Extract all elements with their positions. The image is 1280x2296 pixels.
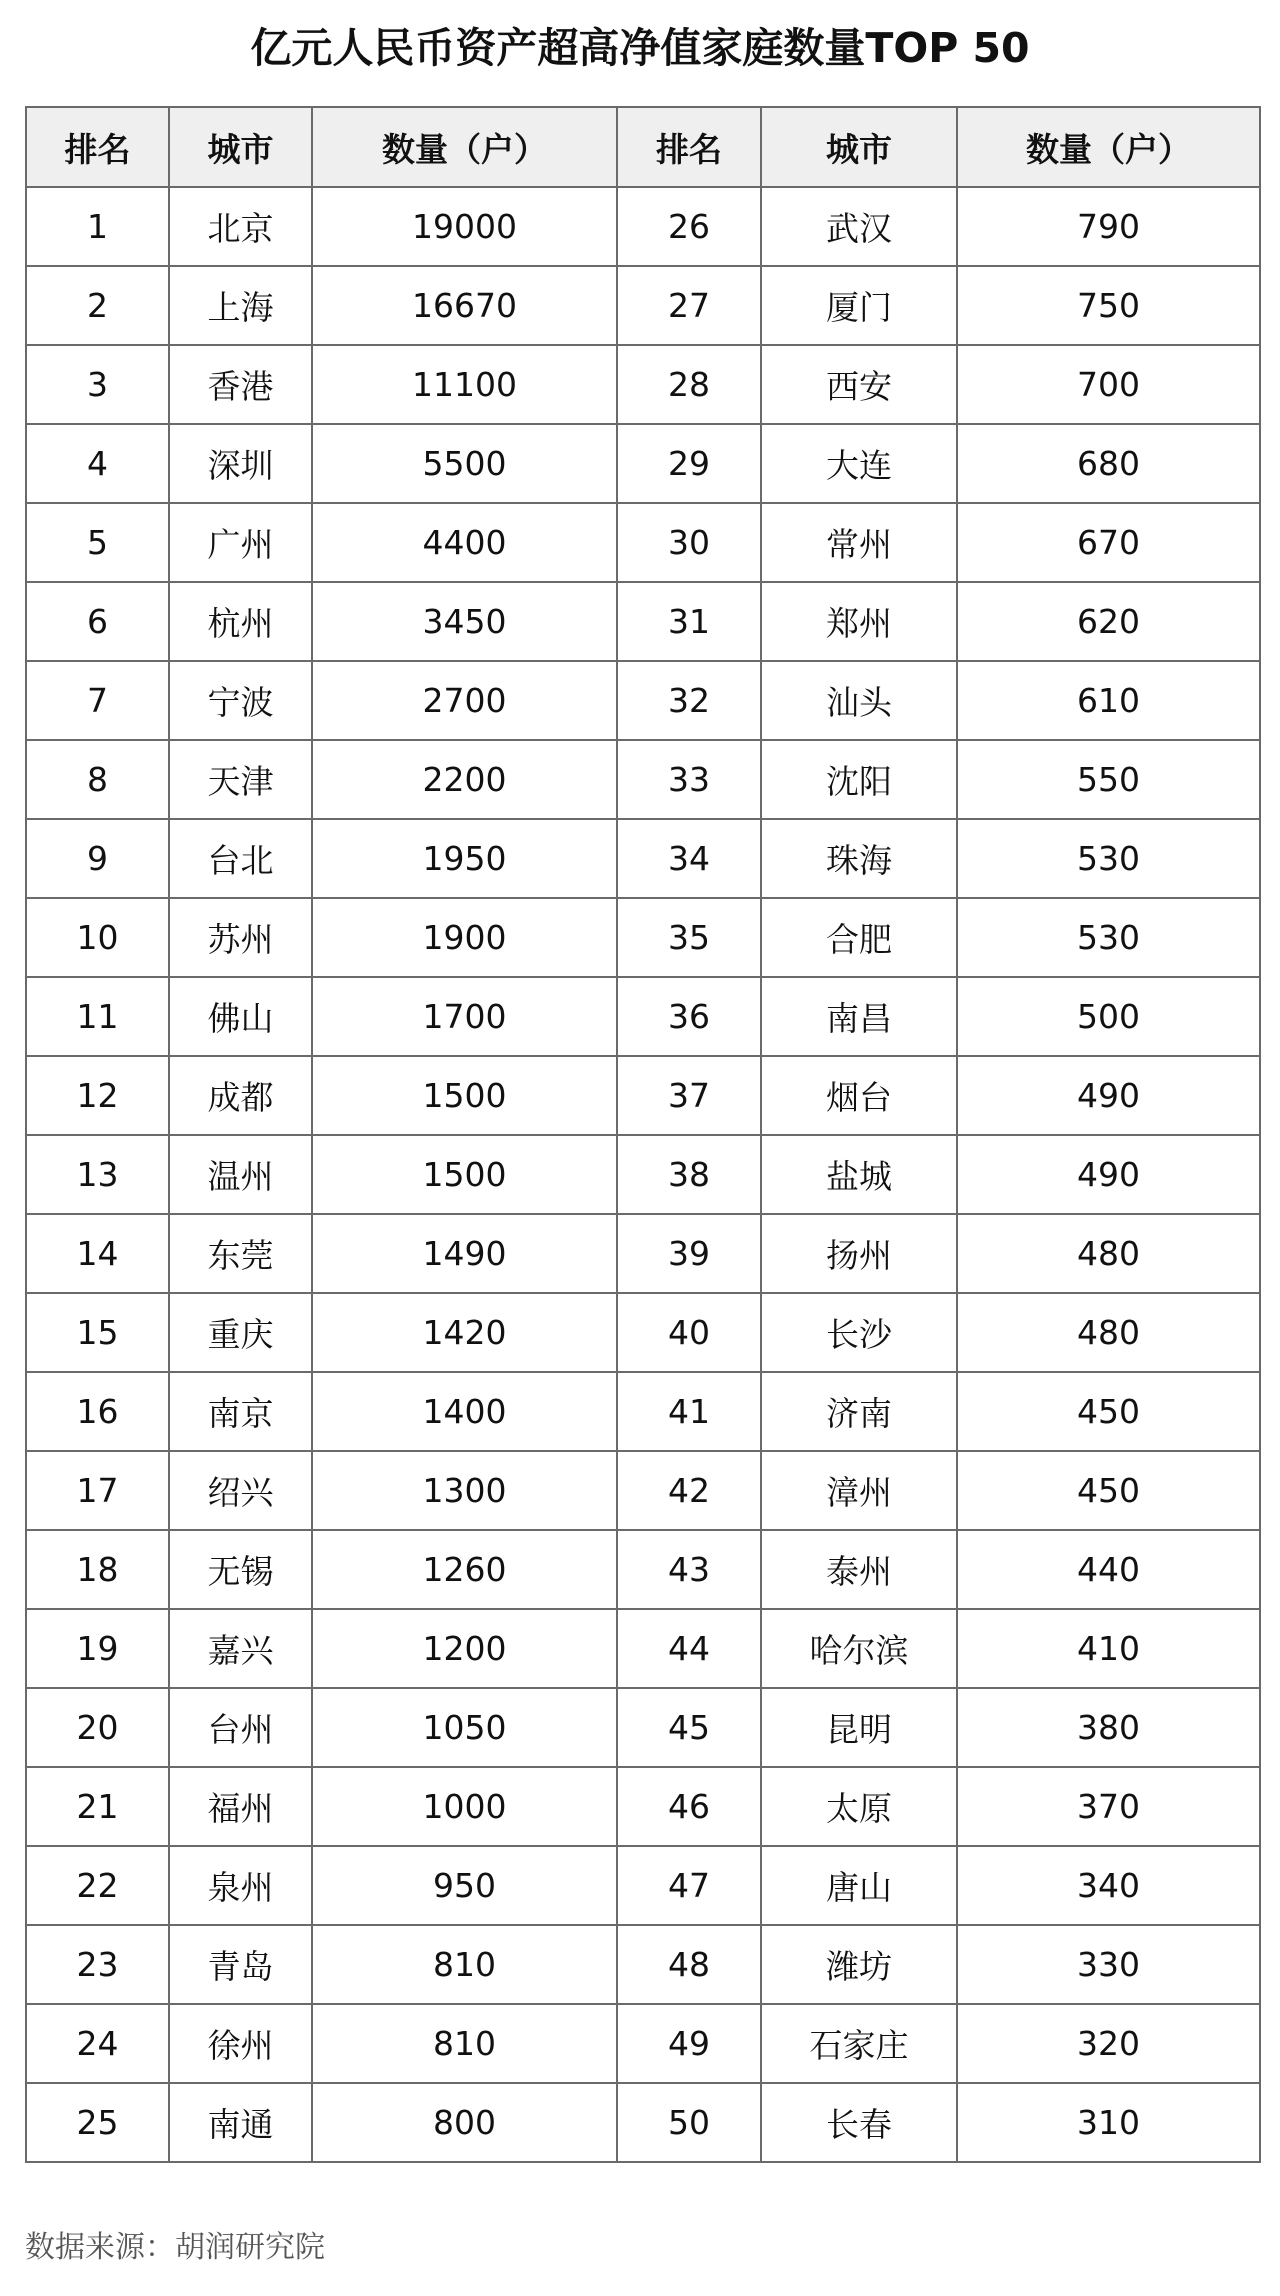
city-cell: 温州 (169, 1135, 312, 1214)
table-row (26, 2004, 1260, 2083)
rank-cell: 44 (617, 1609, 761, 1688)
count-cell: 1000 (312, 1767, 617, 1846)
rank-cell: 10 (26, 898, 169, 977)
rank-cell: 21 (26, 1767, 169, 1846)
city-cell: 成都 (169, 1056, 312, 1135)
header-rank: 排名 (26, 107, 169, 187)
city-cell: 哈尔滨 (761, 1609, 957, 1688)
table-row (26, 187, 1260, 266)
count-cell: 2200 (312, 740, 617, 819)
city-cell: 太原 (761, 1767, 957, 1846)
rank-cell: 3 (26, 345, 169, 424)
city-cell: 烟台 (761, 1056, 957, 1135)
source-note: 数据来源：胡润研究院 (25, 2230, 325, 2265)
city-cell: 盐城 (761, 1135, 957, 1214)
city-cell: 沈阳 (761, 740, 957, 819)
city-cell: 嘉兴 (169, 1609, 312, 1688)
rank-cell: 6 (26, 582, 169, 661)
rank-cell: 49 (617, 2004, 761, 2083)
count-cell: 3450 (312, 582, 617, 661)
city-cell: 杭州 (169, 582, 312, 661)
count-cell: 380 (957, 1688, 1260, 1767)
page-title: 亿元人民币资产超高净值家庭数量TOP 50 (250, 24, 1030, 72)
table-row (26, 1609, 1260, 1688)
count-cell: 950 (312, 1846, 617, 1925)
city-cell: 天津 (169, 740, 312, 819)
rank-cell: 38 (617, 1135, 761, 1214)
rank-cell: 16 (26, 1372, 169, 1451)
table-row (26, 1056, 1260, 1135)
count-cell: 1200 (312, 1609, 617, 1688)
table-body (26, 187, 1260, 2162)
header-row (26, 107, 1260, 187)
count-cell: 340 (957, 1846, 1260, 1925)
table-row (26, 1530, 1260, 1609)
count-cell: 19000 (312, 187, 617, 266)
table-row (26, 266, 1260, 345)
rank-cell: 48 (617, 1925, 761, 2004)
rank-cell: 11 (26, 977, 169, 1056)
city-cell: 重庆 (169, 1293, 312, 1372)
city-cell: 漳州 (761, 1451, 957, 1530)
table-row (26, 1688, 1260, 1767)
count-cell: 530 (957, 819, 1260, 898)
count-cell: 1260 (312, 1530, 617, 1609)
count-cell: 1950 (312, 819, 617, 898)
count-cell: 490 (957, 1056, 1260, 1135)
rank-cell: 19 (26, 1609, 169, 1688)
count-cell: 1900 (312, 898, 617, 977)
header-rank: 排名 (617, 107, 761, 187)
table-row (26, 582, 1260, 661)
rank-cell: 18 (26, 1530, 169, 1609)
city-cell: 无锡 (169, 1530, 312, 1609)
count-cell: 11100 (312, 345, 617, 424)
count-cell: 620 (957, 582, 1260, 661)
city-cell: 南京 (169, 1372, 312, 1451)
city-cell: 石家庄 (761, 2004, 957, 2083)
table-row (26, 1767, 1260, 1846)
header-city: 城市 (761, 107, 957, 187)
table-row (26, 740, 1260, 819)
table-row (26, 819, 1260, 898)
rank-cell: 15 (26, 1293, 169, 1372)
rank-cell: 24 (26, 2004, 169, 2083)
city-cell: 泉州 (169, 1846, 312, 1925)
city-cell: 唐山 (761, 1846, 957, 1925)
rank-cell: 29 (617, 424, 761, 503)
rank-cell: 30 (617, 503, 761, 582)
count-cell: 1500 (312, 1135, 617, 1214)
table-row (26, 1925, 1260, 2004)
count-cell: 530 (957, 898, 1260, 977)
count-cell: 610 (957, 661, 1260, 740)
city-cell: 武汉 (761, 187, 957, 266)
count-cell: 440 (957, 1530, 1260, 1609)
rank-cell: 40 (617, 1293, 761, 1372)
table-row (26, 977, 1260, 1056)
count-cell: 320 (957, 2004, 1260, 2083)
count-cell: 490 (957, 1135, 1260, 1214)
rank-cell: 37 (617, 1056, 761, 1135)
rank-cell: 32 (617, 661, 761, 740)
rank-cell: 50 (617, 2083, 761, 2162)
count-cell: 670 (957, 503, 1260, 582)
table-row (26, 2083, 1260, 2162)
rank-cell: 1 (26, 187, 169, 266)
count-cell: 1050 (312, 1688, 617, 1767)
city-cell: 大连 (761, 424, 957, 503)
city-cell: 苏州 (169, 898, 312, 977)
header-count: 数量（户） (957, 107, 1260, 187)
rank-cell: 27 (617, 266, 761, 345)
count-cell: 480 (957, 1214, 1260, 1293)
table-row (26, 503, 1260, 582)
rank-cell: 34 (617, 819, 761, 898)
table-row (26, 1372, 1260, 1451)
city-cell: 绍兴 (169, 1451, 312, 1530)
table-row (26, 898, 1260, 977)
city-cell: 广州 (169, 503, 312, 582)
count-cell: 810 (312, 2004, 617, 2083)
rank-cell: 35 (617, 898, 761, 977)
city-cell: 佛山 (169, 977, 312, 1056)
rank-cell: 4 (26, 424, 169, 503)
rank-cell: 12 (26, 1056, 169, 1135)
ranking-table (25, 106, 1261, 2163)
count-cell: 370 (957, 1767, 1260, 1846)
count-cell: 680 (957, 424, 1260, 503)
count-cell: 1490 (312, 1214, 617, 1293)
header-city: 城市 (169, 107, 312, 187)
table-row (26, 1214, 1260, 1293)
count-cell: 5500 (312, 424, 617, 503)
count-cell: 1500 (312, 1056, 617, 1135)
city-cell: 汕头 (761, 661, 957, 740)
city-cell: 台州 (169, 1688, 312, 1767)
rank-cell: 43 (617, 1530, 761, 1609)
city-cell: 深圳 (169, 424, 312, 503)
city-cell: 潍坊 (761, 1925, 957, 2004)
count-cell: 2700 (312, 661, 617, 740)
city-cell: 昆明 (761, 1688, 957, 1767)
city-cell: 长沙 (761, 1293, 957, 1372)
table-row (26, 1135, 1260, 1214)
city-cell: 上海 (169, 266, 312, 345)
city-cell: 北京 (169, 187, 312, 266)
rank-cell: 17 (26, 1451, 169, 1530)
table-row (26, 661, 1260, 740)
rank-cell: 9 (26, 819, 169, 898)
rank-cell: 25 (26, 2083, 169, 2162)
count-cell: 480 (957, 1293, 1260, 1372)
rank-cell: 28 (617, 345, 761, 424)
count-cell: 550 (957, 740, 1260, 819)
count-cell: 810 (312, 1925, 617, 2004)
rank-cell: 45 (617, 1688, 761, 1767)
city-cell: 香港 (169, 345, 312, 424)
header-count: 数量（户） (312, 107, 617, 187)
city-cell: 西安 (761, 345, 957, 424)
city-cell: 珠海 (761, 819, 957, 898)
count-cell: 790 (957, 187, 1260, 266)
city-cell: 徐州 (169, 2004, 312, 2083)
count-cell: 700 (957, 345, 1260, 424)
table-row (26, 1846, 1260, 1925)
rank-cell: 33 (617, 740, 761, 819)
count-cell: 1400 (312, 1372, 617, 1451)
count-cell: 16670 (312, 266, 617, 345)
count-cell: 310 (957, 2083, 1260, 2162)
rank-cell: 39 (617, 1214, 761, 1293)
city-cell: 东莞 (169, 1214, 312, 1293)
rank-cell: 26 (617, 187, 761, 266)
city-cell: 宁波 (169, 661, 312, 740)
count-cell: 1300 (312, 1451, 617, 1530)
city-cell: 长春 (761, 2083, 957, 2162)
city-cell: 厦门 (761, 266, 957, 345)
rank-cell: 22 (26, 1846, 169, 1925)
count-cell: 1420 (312, 1293, 617, 1372)
rank-cell: 5 (26, 503, 169, 582)
rank-cell: 47 (617, 1846, 761, 1925)
count-cell: 750 (957, 266, 1260, 345)
count-cell: 450 (957, 1451, 1260, 1530)
rank-cell: 46 (617, 1767, 761, 1846)
rank-cell: 8 (26, 740, 169, 819)
table-row (26, 345, 1260, 424)
count-cell: 800 (312, 2083, 617, 2162)
city-cell: 常州 (761, 503, 957, 582)
table-row (26, 1451, 1260, 1530)
table-row (26, 1293, 1260, 1372)
city-cell: 济南 (761, 1372, 957, 1451)
rank-cell: 41 (617, 1372, 761, 1451)
city-cell: 南通 (169, 2083, 312, 2162)
count-cell: 500 (957, 977, 1260, 1056)
rank-cell: 14 (26, 1214, 169, 1293)
table-row (26, 424, 1260, 503)
city-cell: 合肥 (761, 898, 957, 977)
city-cell: 台北 (169, 819, 312, 898)
rank-cell: 20 (26, 1688, 169, 1767)
count-cell: 410 (957, 1609, 1260, 1688)
rank-cell: 31 (617, 582, 761, 661)
city-cell: 青岛 (169, 1925, 312, 2004)
count-cell: 450 (957, 1372, 1260, 1451)
rank-cell: 36 (617, 977, 761, 1056)
count-cell: 1700 (312, 977, 617, 1056)
rank-cell: 13 (26, 1135, 169, 1214)
city-cell: 扬州 (761, 1214, 957, 1293)
rank-cell: 42 (617, 1451, 761, 1530)
rank-cell: 7 (26, 661, 169, 740)
rank-cell: 2 (26, 266, 169, 345)
count-cell: 4400 (312, 503, 617, 582)
city-cell: 南昌 (761, 977, 957, 1056)
city-cell: 泰州 (761, 1530, 957, 1609)
rank-cell: 23 (26, 1925, 169, 2004)
city-cell: 郑州 (761, 582, 957, 661)
city-cell: 福州 (169, 1767, 312, 1846)
count-cell: 330 (957, 1925, 1260, 2004)
